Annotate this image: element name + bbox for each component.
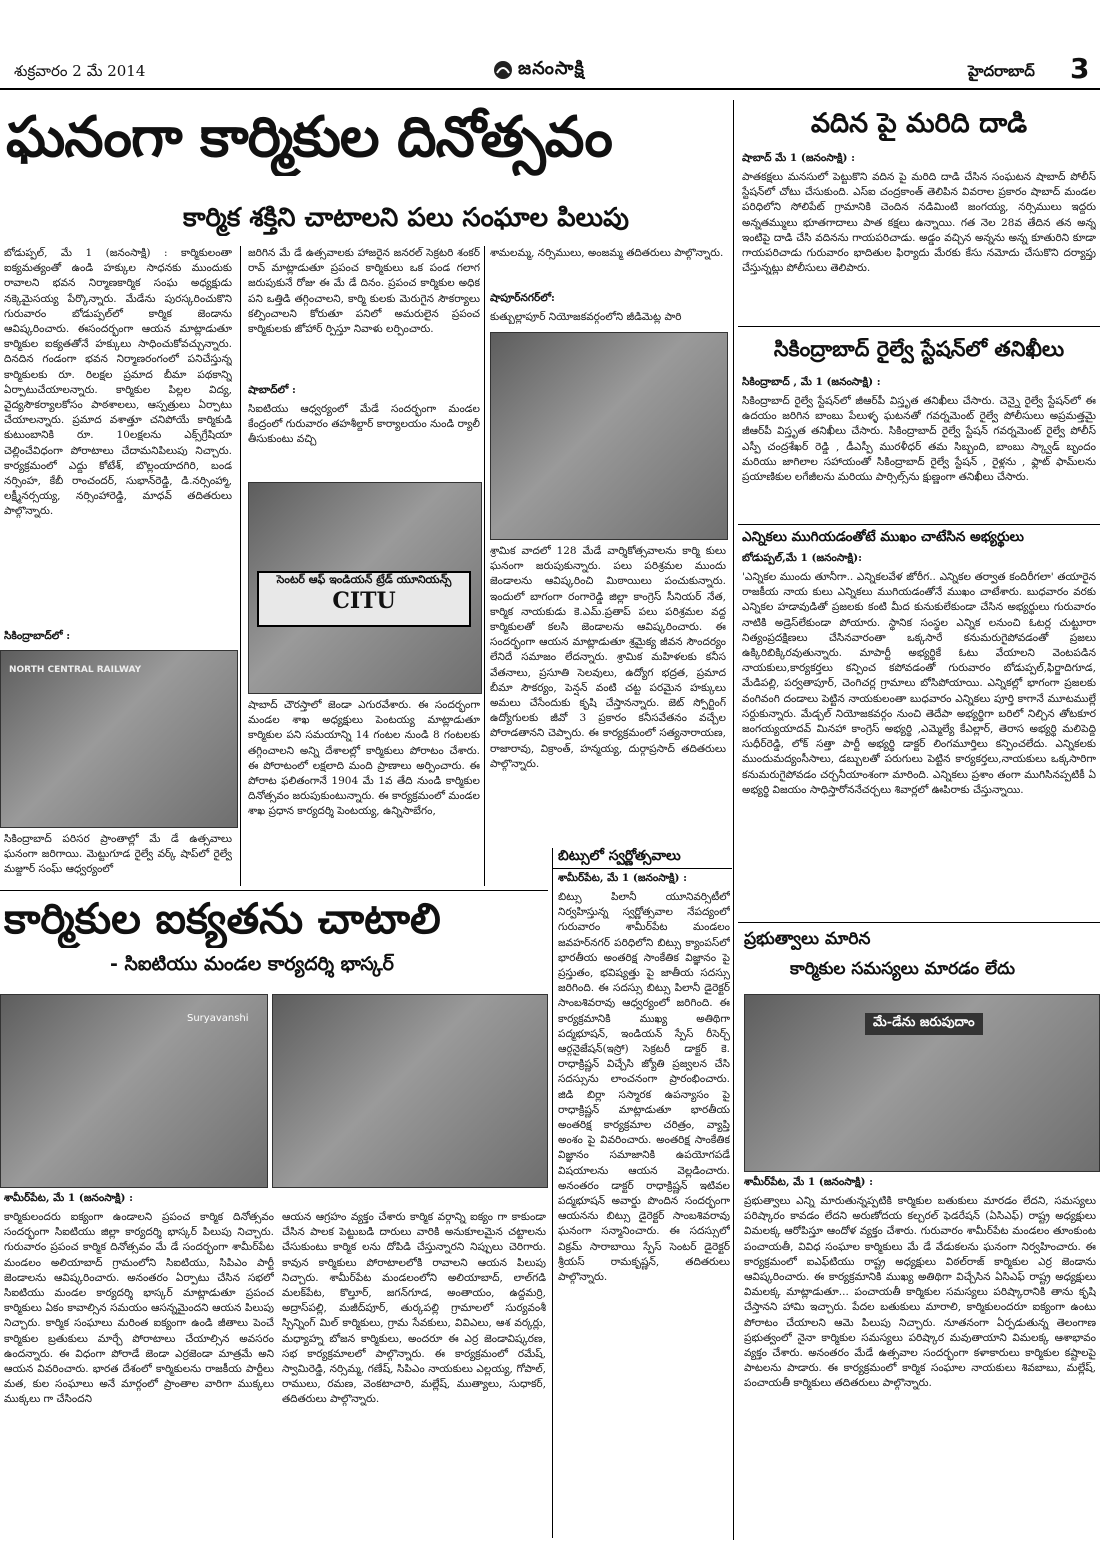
main-col2c	[248, 698, 480, 888]
vadina-dateline: షాబాద్ మే 1 (జనంసాక్షి) :	[742, 152, 856, 164]
photo-secunderabad-rally	[0, 650, 238, 828]
col-rule-2	[484, 246, 485, 886]
bits-headline-rule	[552, 868, 732, 869]
elections-headline: ఎన్నికలు ముగియడంతోటే ముఖం చాటేసిన అభ్యర్థులు	[742, 529, 1024, 545]
vadina-body	[742, 170, 1096, 322]
main-col3-place: షాపూర్‌నగర్‌లో:	[490, 292, 555, 304]
govts-headline-2: కార్మికుల సమస్యలు మారడం లేదు	[790, 959, 1015, 979]
may-day-banner: మే-డేను జరుపుదాం	[865, 1013, 983, 1035]
aikyata-subhead: - సిఐటియు మండల కార్యదర్శి భాస్కర్	[110, 953, 394, 975]
photo-railway-sign: NORTH CENTRAL RAILWAY	[9, 665, 142, 675]
main-col2b	[248, 402, 480, 478]
main-col3a	[490, 246, 726, 278]
masthead-date: శుక్రవారం 2 మే 2014	[14, 62, 146, 80]
railway-headline: సికింద్రాబాద్ రైల్వే స్టేషన్‌లో తనిఖీలు	[773, 337, 1065, 361]
main-col3b	[490, 310, 726, 328]
aikyata-col2	[282, 1210, 546, 1554]
govts-top-rule	[738, 922, 1100, 923]
railway-dateline: సికింద్రాబాద్ , మే 1 (జనంసాక్షి) :	[742, 376, 881, 388]
govts-headline-1: ప్రభుత్వాలు మారిన	[744, 929, 871, 949]
railway-body-text: సికింద్రాబాద్ రైల్వే స్టేషన్‌లో జీఆర్‌పీ విస్తృత తనిఖీలు చేసారు. చెన్నై రైల్వే స్టేషన్‌లో ఈ ఉదయం జరిగిన బాంబు పేలుళ్ళ ఘటనతో గవర్నమెంట్ రైల్వే పోలీసులు అప్రమత్తమై జీఆర్‌పీ విస్తృత తనిఖీలు చేసారు. సికింద్రాబాద్ రైల్వే స్టేషన్ గవర్నమెంట్ రైల్వే పోలీస్ ఎస్పీ చంద్రశేఖర్ రెడ్డి , డీఎస్పీ మురళీధర్ తమ సిబ్బంది, బాంబు స్క్వాడ్ బృందం మరియు జాగిలాల సహాయంతో సికింద్రాబాద్ రైల్వే స్టేషన్ , రైళ్లను , ఫ్లాట్ ఫామ్‌లను ప్రయాణికుల లగేజీలను మరియు పార్సిల్స్‌ను క్షుణ్ణంగా తనిఖీలు చేసారు.	[742, 395, 1096, 484]
govts-body-text: ప్రభుత్వాలు ఎన్ని మారుతున్నప్పటికి కార్మికుల బతుకులు మారడం లేదని, సమస్యలు పరిష్కారం కావడం లేదని అరుణోదయ కల్చరల్ ఫెడరేషన్ (ఏసిఎఫ్) రాష్ట్ర అధ్యక్షులు విమలక్క ఆరోపిస్తూ ఆందోళ వ్యక్తం చేశారు. గురువారం శామీర్‌పేట మండలం తూంకుంట పంచాయతీ, వివిధ సంఘాల కార్మికులు మే డే వేడుకలను ఘనంగా నిర్వహించారు. ఈ కార్యక్రమంలో ఐఎఫ్‌టియు రాష్ట్ర అధ్యక్షులు విఠల్‌రాజ్ కార్మికుల ఎర్ర జెండాను ఆవిష్కరించారు. ఈ కార్యక్రమానికి ముఖ్య అతిథిగా విచ్చేసిన ఏసిఎఫ్ రాష్ట్ర అధ్యక్షులు విమలక్క మాట్లాడుతూ... పంచాయతీ కార్మికుల సమస్యలు పరిష్కారానికి తాను కృషి చేస్తానని హామి ఇచ్చారు. పేదల బతుకులు మారాలి, కార్మికులందరూ ఐక్యంగా ఉంటు పోరాటం చేయాలని ఆమె పిలుపు నిచ్చారు. నూతనంగా ఏర్పడుతున్న తెలంగాణ ప్రభుత్వంలో నైనా కార్మికుల సమస్యలు పరిష్కార మవుతాయాని విమలక్క ఆశాభావం వ్యక్తం చేశారు. అనంతరం మేడే ఉత్సవాల సందర్భంగా కళాకారులు కార్మికుల కష్టాలపై పాటలను పాడారు. ఈ కార్యక్రమంలో కార్మిక సంఘాల నాయకులు శివబాబు, మల్లేష్, పంచాయతీ కార్మికులు తదితరులు పాల్గొన్నారు.	[744, 1195, 1096, 1390]
main-col2-place: షాబాద్‌లో :	[248, 384, 296, 396]
vadina-headline: వదిన పై మరిది దాడి	[810, 108, 1028, 139]
main-col1	[4, 246, 232, 640]
main-headline: ఘనంగా కార్మికుల దినోత్సవం	[6, 105, 612, 170]
photo-citu-rally	[248, 482, 482, 694]
logo-text: జనంసాక్షి	[518, 57, 585, 79]
main-col2c-text: షాబాద్ చౌరస్తాలో జెండా ఎగురవేశారు. ఈ సందర్భంగా మండల శాఖ అధ్యక్షులు పెంటయ్య మాట్లాడుతూ కార్మికుల పని సమయాన్ని 14 గంటల నుండి 8 గంటలకు తగ్గించాలని అన్ని దేశాలల్లో కార్మికులు పోరాటం చేశారు. ఈ పోరాటంలో లక్షలాది మంది ప్రాణాలు అర్పించారు. ఈ పోరాట ఫలితంగానే 1904 మే 1వ తేది నుండి కార్మికుల దినోత్సవం జరుపుకుంటున్నారు. ఈ కార్యక్రమంలో మండల శాఖ ప్రధాన కార్యదర్శి పెంటయ్య, ఉన్నిసాబేగం,	[248, 699, 480, 818]
main-col1-text: బోడుప్పల్, మే 1 (జనంసాక్షి) : కార్మికులంతా ఐక్యమత్యంతో ఉండి హక్కుల సాధనకు ముందుకు రావాలని భవన నిర్మాణకార్మిక సంఘ అధ్యక్షుడు నక్కెమైసయ్య పేర్కొన్నారు. మేడేను పురస్కరించుకొని గురువారం బోడుప్పల్‌లో కార్మిక జెండాను ఆవిష్కరించారు. ఈసందర్భంగా ఆయన మాట్లాడుతూ కార్మికుల ఐక్యతతోనే హక్కులు సాధించుకోవచ్చున్నారు. దినదిన గండంగా భవన నిర్మాణరంగంలో పనిచేస్తున్న కార్మికులకు రూ. రిలక్షల ప్రమాద బీమా పథకాన్ని ఏర్పాటుచేయాలన్నారు. కార్మికుల పిల్లల విద్య, వైద్యసౌకర్యాలకోసం పాఠశాలలు, ఆస్పత్రులు ఏర్పాటు చేయాలన్నారు. ప్రమాద వశాత్తూ చనిపోయే కార్మికుడి కుటుంబానికి రూ. 10లక్షలను ఎక్స్‌గ్రేషియా చెల్లించేవిధంగా పోరాటాలు చేదామనిపిలుపు నిచ్చారు. కార్యక్రమంలో ఎద్దు కోటేశ్, బొల్లంయాదగిరి, బండ నర్సింహ, కేబీ రాంచందర్, సుభాన్‌రెడ్డి, డి.నర్సింహ్మా, లక్ష్మీనర్సయ్య, నర్సింహారెడ్డి, మాధవ్ తదితరులు పాల్గొన్నారు.	[4, 247, 232, 518]
page-number: 3	[1070, 52, 1090, 85]
vadina-body-text: పాతకక్షలు మనసులో పెట్టుకొని వదిన పై మరిది దాడి చేసిన సంఘటన షాబాద్ పోలీస్ స్టేషన్‌లో చోటు చేసుకుంది. ఎస్‌ఐ చంద్రకాంత్ తెలిపిన వివరాల ప్రకారం షాబాద్ మండల పరిధిలోని సోలిపేట్ గ్రామానికి చెందిన నడిమింటి జంగయ్య, నర్సిములు ఇద్దరు అన్నతమ్ములు భూతగాదాలు పాత కక్షలు ఉన్నాయి. గత నెల 28వ తేదిన తన అన్న ఇంటిపై దాడి చేసి వదినను గాయపరిచాడు. అడ్డం వచ్చిన అన్నను అన్న కూతురిని కూడా గాయపరిచాడు గురువారం భాదితుల ఫిర్యాదు మేరకు కేసు నమోదు చేసుకొని దర్యాప్తు చేస్తున్నట్లు పోలీసులు తెలిపారు.	[742, 171, 1096, 275]
main-col2a-text: జరిగిన మే డే ఉత్సవాలకు హాజరైన జనరల్ సెక్రటరి శంకర్ రావ్ మాట్లాడుతూ ప్రపంచ కార్మికులు ఒక పండ గలాగ జరుపుకునే రోజు ఈ మే డే దినం. ప్రపంచ కార్మికుల అధిక పని ఒత్తిడి తగ్గించాలని, కార్మి కులకు మెరుగైన సౌకర్యాలు కల్పించాలని కోరుతూ పనిలో అమరులైన ప్రపంచ కార్మికులకు జోహార్ ర్పిస్తూ నివాళు లర్పించారు.	[248, 247, 480, 336]
citu-banner	[257, 571, 471, 627]
aikyata-col2-text: ఆయన ఆగ్రహం వ్యక్తం చేశారు కార్మిక వర్గాన్ని ఐక్యం గా కాకుండా చేసిన పాలక పెట్టుబడి దారులు వారికి అనుకూలమైన చట్టాలను చేసుకుంటు కార్మిక లను దోపిడి చేస్తున్నారని నిప్పులు చెరిగారు. కావున కార్మికులు పోరాటాలలోకి రావాలని ఆయన పిలుపు నిచ్చారు. శామీర్‌పేట మండలంలోని అలియాబాద్, లాల్‌గడి మలక్‌పేట, కొల్తూర్, జగన్‌గూడ, అంతాయం, ఉద్దమర్రి, అద్రాస్‌పల్లి, మజీద్‌పూర్, తుర్కపల్లి గ్రామాలలో సుర్యవంశీ స్పిన్నింగ్ మిల్ కార్మికులు, గ్రామ సేవకులు, వివిఎలు, ఆశ వర్కర్లు, మధ్యాహ్న బోజన కార్మికులు, అందరూ ఈ ఎర్ర జెండావిష్కరణ, సభ కార్యక్రమాలలో పాల్గొన్నారు. ఈ కార్యక్రమంలో రమేష్, స్వామిరెడ్డి, నర్సిమ్మ, గణేష్, సిపిఎం నాయకులు ఎల్లయ్య, గోపాల్, రాములు, రమణ, వెంకటాచారి, మల్లేష్, ముత్యాలు, సుధాకర్, తదితరులు పాల్గొన్నారు.	[282, 1211, 546, 1406]
aikyata-col1-text: కార్మికులందరు ఐక్యంగా ఉండాలని ప్రపంచ కార్మిక దినోత్సవం సందర్భంగా సిఐటియు జిల్లా కార్యదర్శి భాస్కర్ పిలుపు నిచ్చారు. గురువారం ప్రపంచ కార్మిక దినోత్సవం మే డే సందర్భంగా శామీర్‌పేట మండలం అలియాబాద్ గ్రామంలోని సిఐటియు, సిపిఎం పార్టీ జెండాలను ఆవిష్కరించారు. అనంతరం ఏర్పాటు చేసిన సభలో సిఐటియు మండల కార్యదర్శి భాస్కర్ మాట్లాడుతూ ప్రపంచ కార్మికులు ఏకం కావాల్సిన సమయం ఆసన్నమైందని ఆయన పిలుపు నిచ్చారు. కార్మిక సంఘాలు మరింత ఐక్యంగా ఉండి జీతాలు పెంచే కార్మికుల బ్రతుకులు మార్చే పోరాటాలు చేయాల్సిన అవసరం ఉందన్నారు. ఈ విధంగా పోరాడే జెండా ఎర్రజెండా మాత్రమే అని ఆయన వివరించారు. భారత దేశంలో కార్మికులను రాజకీయ పార్టీలు మత, కుల సంఘాలు అనే మార్గంలో ప్రాంతాల వారిగా ముక్కలు ముక్కలు గా చేసిందని	[4, 1211, 274, 1406]
aikyata-col1	[4, 1210, 274, 1554]
citu-banner-line1: సెంటర్ ఆఫ్ ఇండియన్ ట్రేడ్ యూనియన్స్	[276, 573, 452, 586]
citu-banner-line2: CITU	[332, 588, 396, 614]
main-col3c	[490, 544, 726, 846]
main-subhead: కార్మిక శక్తిని చాటాలని పలు సంఘాల పిలుపు	[183, 203, 629, 233]
main-col1b	[4, 832, 232, 892]
railway-top-rule	[738, 326, 1100, 327]
railway-body	[742, 394, 1096, 520]
govts-dateline: శామీర్‌పేట, మే 1 (జనంసాక్షి) :	[744, 1176, 874, 1188]
masthead-rule	[0, 88, 1100, 90]
col-rule-main-right	[733, 100, 734, 1540]
masthead-city: హైదరాబాద్	[968, 62, 1035, 80]
masthead	[0, 0, 1100, 90]
elections-body-text: 'ఎన్నికల ముందు తూనీగా.. ఎన్నికలవేళ జోరీగ.. ఎన్నికల తర్వాత కందిరీగలా' తయారైన రాజకీయ నాయ కులు ఎన్నికలు ముగియడంతోనే ముఖం చాటేశారు. బుధవారం వరకు ఎన్నికల హడావుడితో ప్రజలకు కంటి మీద కునుకులేకుండా చేసిన అభ్యర్థులు గురువారం నాటికి అడ్రెస్‌లేకుండా పోయారు. స్థానిక సంస్థల ఎన్నిక లనుంచి ఓటర్ల చుట్టూరా నిత్యంప్రదక్షిణలు చేసినవారంతా ఒక్కసారే కనుమరుగైపోవడంతో ప్రజలు ఉక్కిరిబిక్కిరవుతున్నారు. మాపార్టీ అభ్యర్థికే ఓటు వేయాలని వెంటపడిన నాయకులు,కార్యకర్తలు కన్పించ కపోవడంతో గురువారం బోడుప్పల్,ఫిర్జాదిగూడ, మేడిపల్లి, పర్వతాపూర్, చెంగిచర్ల గ్రామాలు బోసిపోయాయి. ఎన్నికల్లో భాగంగా ప్రజలకు వంగివంగి దండాలు పెట్టిన నాయకులంతా బుధవారం ఎన్నికలు పూర్తి కాగానే మూటముల్లే సర్దుకున్నారు. మేడ్చల్ నియోజకవర్గం నుంచి తెదేపా అభ్యర్థిగా బరిలో నిల్చిన తోటకూర జంగయ్యయాదవ్ మినహా కాంగ్రెస్ అభ్యర్థి ,ఎమ్మెల్యే కేఎల్లార్, తెరాస అభ్యర్థి మలిపెద్ది సుధీర్‌రెడ్డి, లోక్ సత్తా పార్టీ అభ్యర్థి డాక్టర్ లింగమూర్తిలు కన్పించలేదు. ఎన్నికలకు ముందుమద్యంసీసాలు, డబ్బులతో పరుగులు పెట్టిన కార్యకర్తలు,నాయకులు ఒక్కసారిగా కనుమరుగైపోవడం చర్చనీయాంశంగా మారింది. ఎన్నికలు ప్రశాం తంగా ముగిసినప్పటికీ ఏ అభ్యర్థి విజయం సాధిస్తారోననేచర్చలు శివార్లలో ఊపిరాకు చేస్తున్నాయి.	[742, 571, 1096, 796]
main-col2a	[248, 246, 480, 382]
bits-body-text: బిట్సు పిలానీ యూనివర్సిటీలో నిర్వహిస్తున్న స్వర్ణోత్సవాల నేపద్యంలో గురువారం శామీర్‌పేట మండలం జవహర్‌నగర్ పరిధిలోని బిట్సు క్యాంపస్‌లో భారతీయ అంతరిక్ష సాంకేతిక విజ్ఞానం పై ప్రస్తుతం, భవిష్యత్తు పై జాతీయ సదస్సు జరిగింది. ఈ సదస్సు బిట్సు పిలానీ డైరెక్టర్ సాంబశివరావు ఆధ్వర్యంలో జరిగింది. ఈ కార్యక్రమానికి ముఖ్య అతిథిగా పద్మభూషన్, ఇండియన్ స్పేస్ రీసెర్చ్ ఆర్గనైజేషన్(ఇస్రో) సెక్రటరీ డాక్టర్ కె. రాధాక్రిష్ణన్ విచ్చేసి జ్యోతి ప్రజ్వలన చేసి సదస్సును లాంచనంగా ప్రారంభించారు. జిడి బిర్లా సస్మారక ఉపన్యాసం పై రాధాక్రిష్ణన్ మాట్లాడుతూ భారతీయ అంతరిక్ష కార్యక్రమాల చరిత్రం, వ్యాప్తి అంశం పై వివరించారు. అంతరిక్ష సాంకేతిక విజ్ఞానం సమాజానికి ఉపయోగపడే విషయాలను ఆయన వెల్లడించారు. అనంతరం డాక్టర్ రాధాక్రిష్ణన్ ఇటివల పద్మభూషన్ అవార్డు పొందిన సందర్భంగా ఆయనను బిట్సు డైరెక్టర్ సాంబశివరావు ఘనంగా సన్మానించారు. ఈ సదస్సులో విక్రమ్ సారాబాయి స్పేస్ సెంటర్ డైరెక్టర్ శ్రీయస్ రామకృష్ణన్, తదితరులు పాల్గొన్నారు.	[558, 891, 730, 1284]
logo-emblem-icon	[492, 59, 514, 81]
aikyata-dateline: శామీర్‌పేట, మే 1 (జనంసాక్షి) :	[4, 1192, 134, 1204]
col-rule-1	[240, 246, 241, 886]
bits-body	[558, 890, 730, 1540]
govts-body	[744, 1194, 1096, 1540]
bits-rule-left	[552, 848, 553, 1538]
main-col3b-text: కుత్బుల్లాపూర్ నియోజకవర్గంలోని జీడిమెట్ల పారి	[490, 311, 682, 323]
main-col1b-text: సికింద్రాబాద్ పరిసర ప్రాంతాల్లో మే డే ఉత్సవాలు ఘనంగా జరిగాయి. మెట్టుగూడ రైల్వే వర్క్ షాప్‌లో రైల్వే మజ్దూర్ సంఘ్ ఆధ్వర్యంలో	[4, 833, 232, 876]
photo-aikyata-flag	[0, 994, 268, 1188]
aikyata-headline: కార్మికుల ఐక్యతను చాటాలి	[4, 894, 441, 943]
elections-body	[742, 570, 1096, 918]
photo-aikyata-speaker	[272, 994, 548, 1188]
photo-suryavanshi-sign: Suryavanshi	[187, 1013, 249, 1024]
main-col3a-text: శామలమ్మ, నర్సిములు, అంజమ్మ తదితరులు పాల్గొన్నారు.	[490, 247, 724, 259]
main-col3c-text: శ్రామిక వాదలో 128 మేడే వార్శికోత్సవాలను కార్మి కులు ఘనంగా జరుపుకున్నారు. పలు పరిశ్రమల ముందు జెండాలను ఆవిష్కరించి మిఠాయిలు పంచుకున్నారు. ఇందులో బాగంగా రంగారెడ్డి జిల్లా కాంగ్రెస్ సీనియర్ నేత, కార్మిక నాయకుడు కె.ఎమ్.ప్రతాప్ పలు పరిశ్రమల వద్ద కార్మికులతో కలసి జెండాలను ఆవిష్కరించారు. ఈ సందర్భంగా ఆయన మాట్లాడుతూ శ్రమైక్య జీవన సౌందర్యం లేనిదే సమాజం లేదన్నారు. శ్రామిక మహిళలకు కనీస వేతనాలు, ప్రసూతి సెలవులు, ఉద్యోగ భద్రత, ప్రమాద బీమా సౌకర్యం, పెన్షన్ వంటి చట్ట పరమైన హక్కులు అమలు చేసేందుకు కృషి చేస్తానన్నారు. జెట్ స్పోర్టింగ్ ఉద్యోగులకు జీవో 3 ప్రకారం కనీసవేతనం వచ్చేల పోరాడతానని చెప్పారు. ఈ కార్యక్రమంలో సత్యనారాయణ, రాజారావు, విక్రాంత్, హన్మయ్య, దుర్గాప్రసాద్ తదితరులు పాల్గొన్నారు.	[490, 545, 726, 770]
photo-may-day-stage	[744, 994, 1100, 1172]
bits-dateline: శామీర్‌పేట, మే 1 (జనంసాక్షి) :	[558, 872, 688, 884]
main-col2b-text: సిఐటియు ఆధ్వర్యంలో మేడే సందర్భంగా మండల కేంద్రంలో గురువారం తహశీల్దార్ కార్యాలయం నుండి ర్యాలీ తీసుకుంటు వచ్చి	[248, 403, 480, 446]
main-col1-place: సికింద్రాబాద్‌లో :	[4, 630, 71, 642]
bits-headline: బిట్సులో స్వర్ణోత్సవాలు	[558, 848, 681, 864]
elections-top-rule	[738, 524, 1100, 525]
photo-shapurnagar	[490, 332, 728, 540]
masthead-logo	[492, 58, 585, 82]
elections-dateline: బోడుప్పల్,మే 1 (జనంసాక్షి):	[742, 552, 862, 564]
